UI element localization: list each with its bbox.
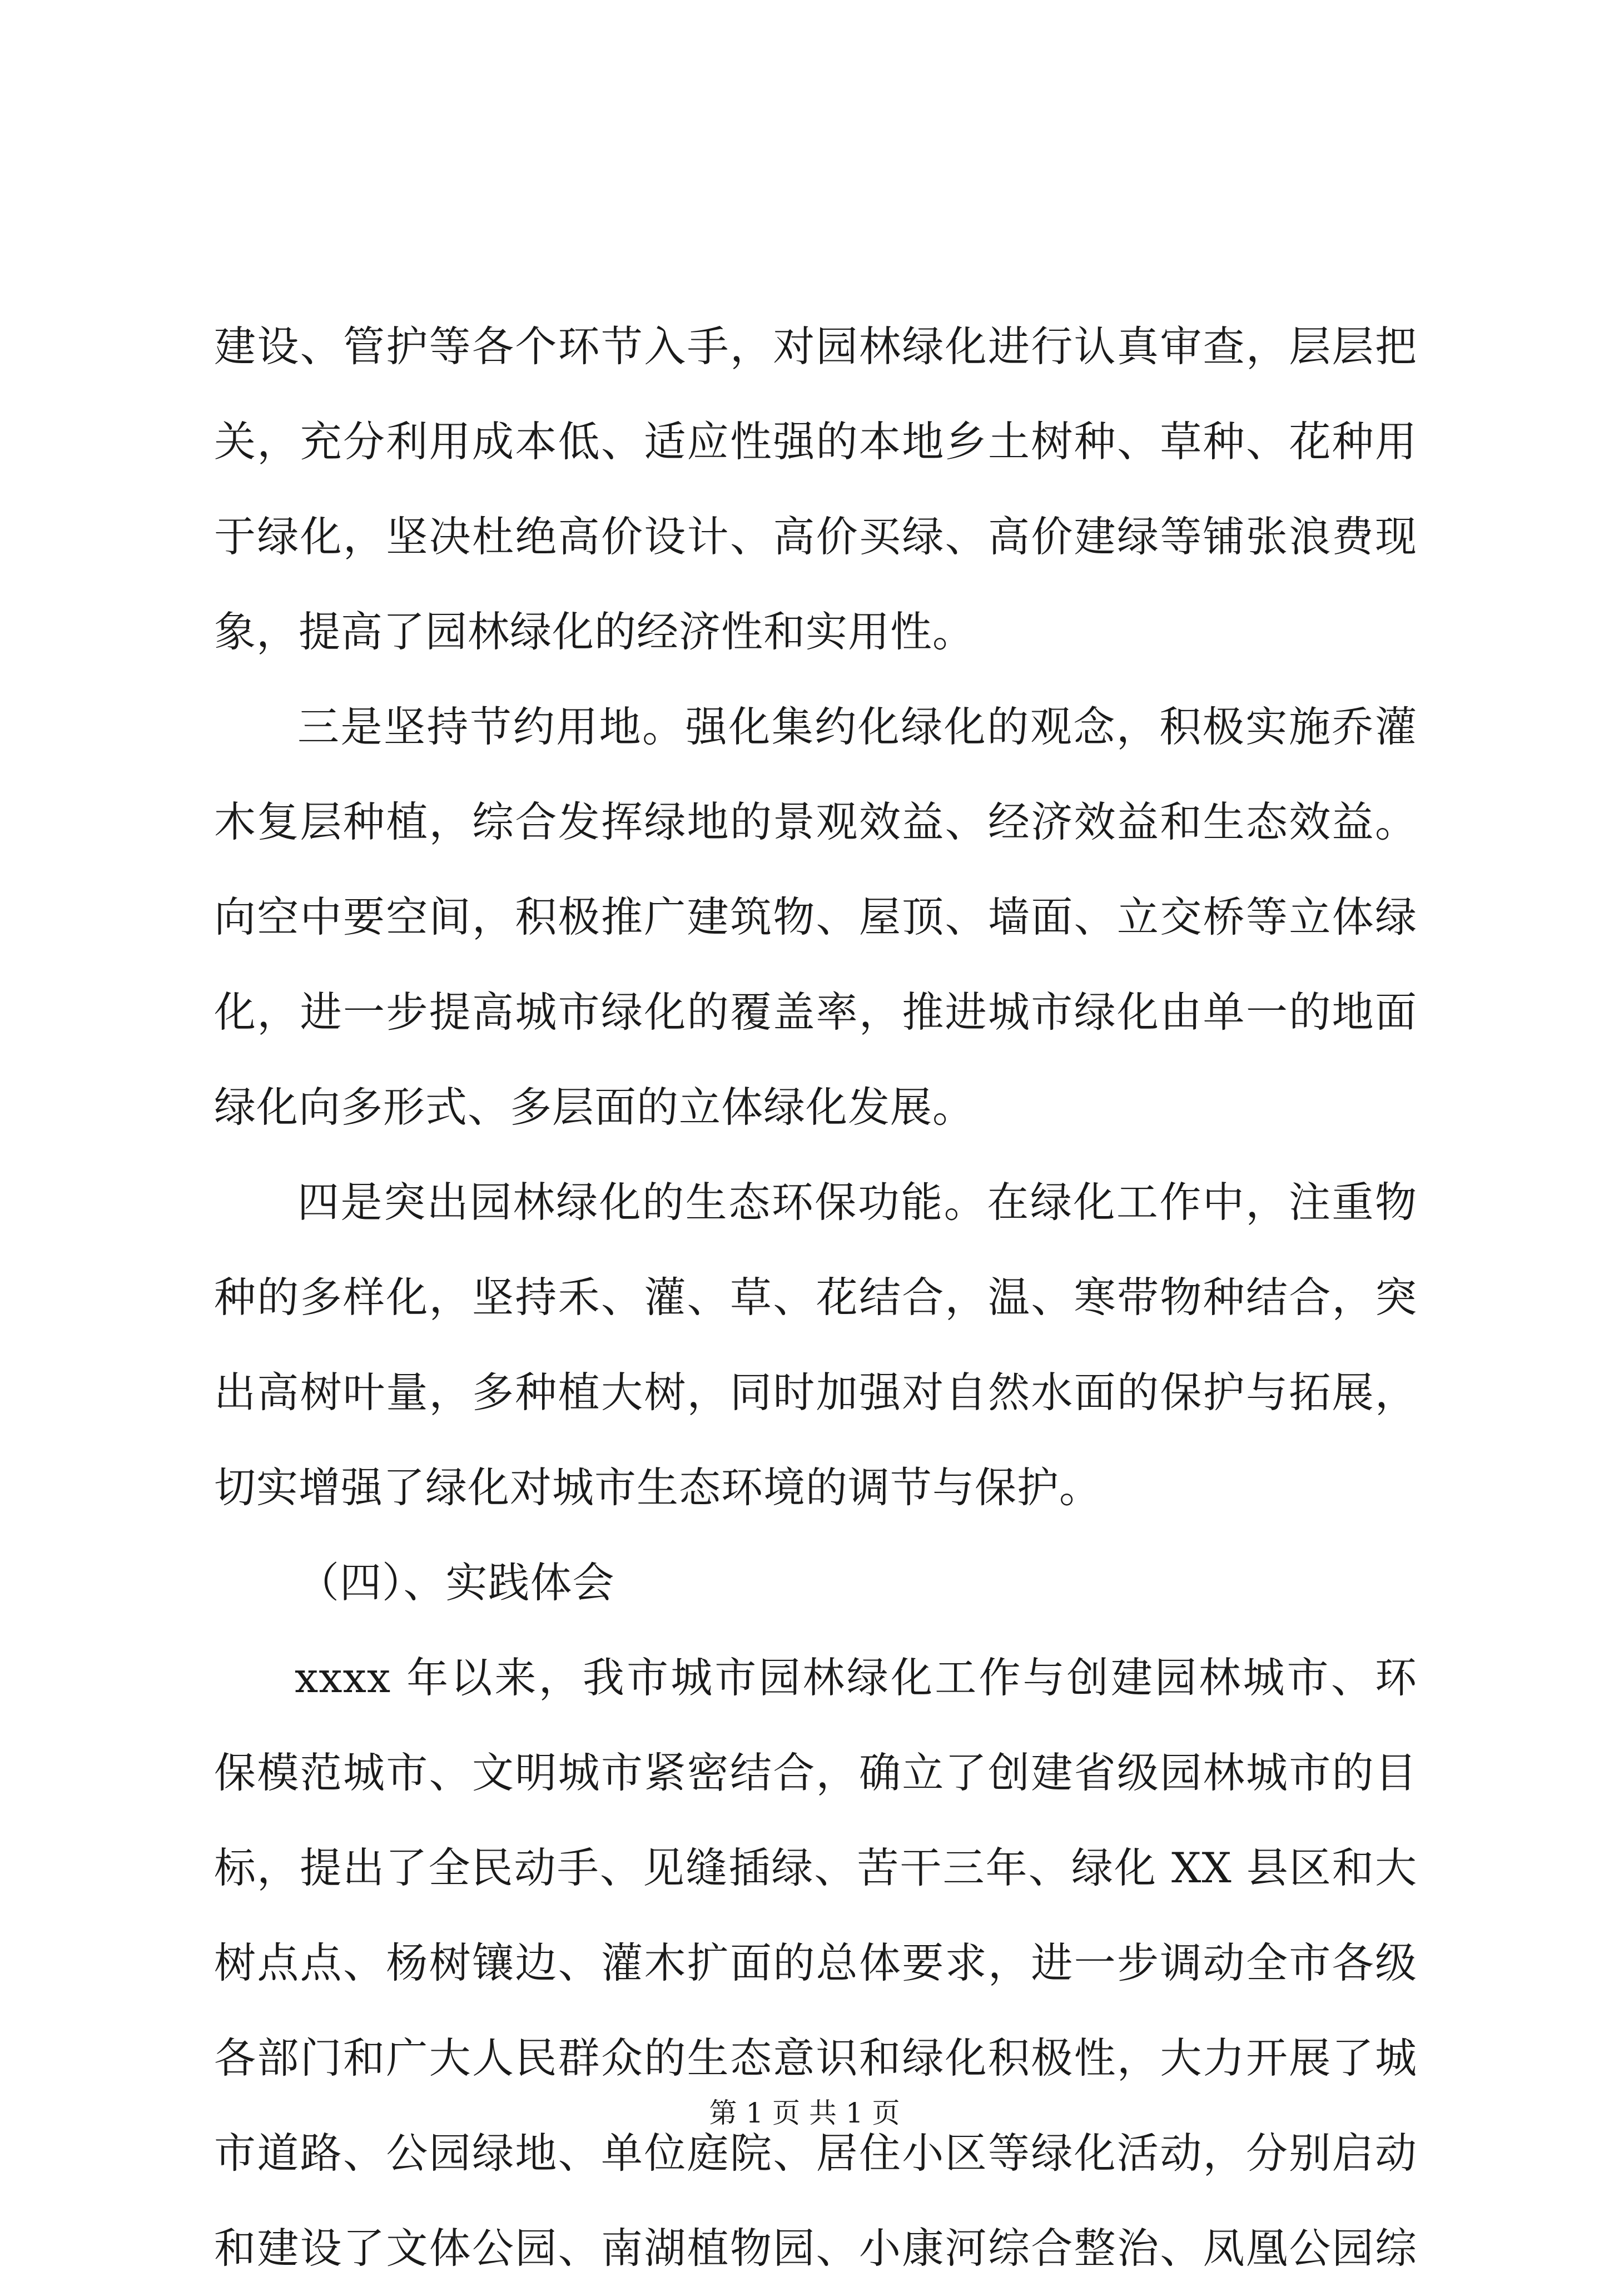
paragraph-line: 关，充分利用成本低、适应性强的本地乡土树种、草种、花种用 [214, 417, 1417, 466]
paragraph-line: 各部门和广大人民群众的生态意识和绿化积极性，大力开展了城 [214, 2034, 1417, 2082]
paragraph-line: 切实增强了绿化对城市生态环境的调节与保护。 [214, 1463, 1102, 1512]
paragraph-line: 绿化向多形式、多层面的立体绿化发展。 [214, 1083, 975, 1132]
paragraph-line: 市道路、公园绿地、单位庭院、居住小区等绿化活动，分别启动 [214, 2129, 1417, 2178]
paragraph-line: 保模范城市、文明城市紧密结合，确立了创建省级园林城市的目 [214, 1748, 1417, 1797]
paragraph-line: 种的多样化，坚持禾、灌、草、花结合，温、寒带物种结合，突 [214, 1273, 1417, 1322]
paragraph-line: 三是坚持节约用地。强化集约化绿化的观念，积极实施乔灌 [297, 702, 1417, 751]
section-heading: （四）、实践体会 [297, 1558, 615, 1607]
paragraph-line: 和建设了文体公园、南湖植物园、小康河综合整治、凤凰公园综 [214, 2224, 1417, 2273]
paragraph-line: 树点点、杨树镶边、灌木扩面的总体要求，进一步调动全市各级 [214, 1938, 1417, 1987]
paragraph-line: 建设、管护等各个环节入手，对园林绿化进行认真审查，层层把 [214, 322, 1417, 371]
page-number-footer: 第 1 页 共 1 页 [709, 2097, 900, 2129]
body-text [214, 299, 1417, 2296]
paragraph-line: xxxx 年以来，我市城市园林绿化工作与创建园林城市、环 [295, 1653, 1417, 1702]
paragraph-line: 四是突出园林绿化的生态环保功能。在绿化工作中，注重物 [297, 1178, 1417, 1227]
paragraph-line: 象，提高了园林绿化的经济性和实用性。 [214, 607, 975, 656]
paragraph-line: 出高树叶量，多种植大树，同时加强对自然水面的保护与拓展， [214, 1368, 1417, 1417]
paragraph-line: 于绿化，坚决杜绝高价设计、高价买绿、高价建绿等铺张浪费现 [214, 512, 1417, 561]
paragraph-line: 木复层种植，综合发挥绿地的景观效益、经济效益和生态效益。 [214, 797, 1417, 846]
paragraph-line: 标，提出了全民动手、见缝插绿、苦干三年、绿化 XX 县区和大 [214, 1843, 1417, 1892]
paragraph-line: 向空中要空间，积极推广建筑物、屋顶、墙面、立交桥等立体绿 [214, 892, 1417, 941]
paragraph-line: 化，进一步提高城市绿化的覆盖率，推进城市绿化由单一的地面 [214, 988, 1417, 1037]
